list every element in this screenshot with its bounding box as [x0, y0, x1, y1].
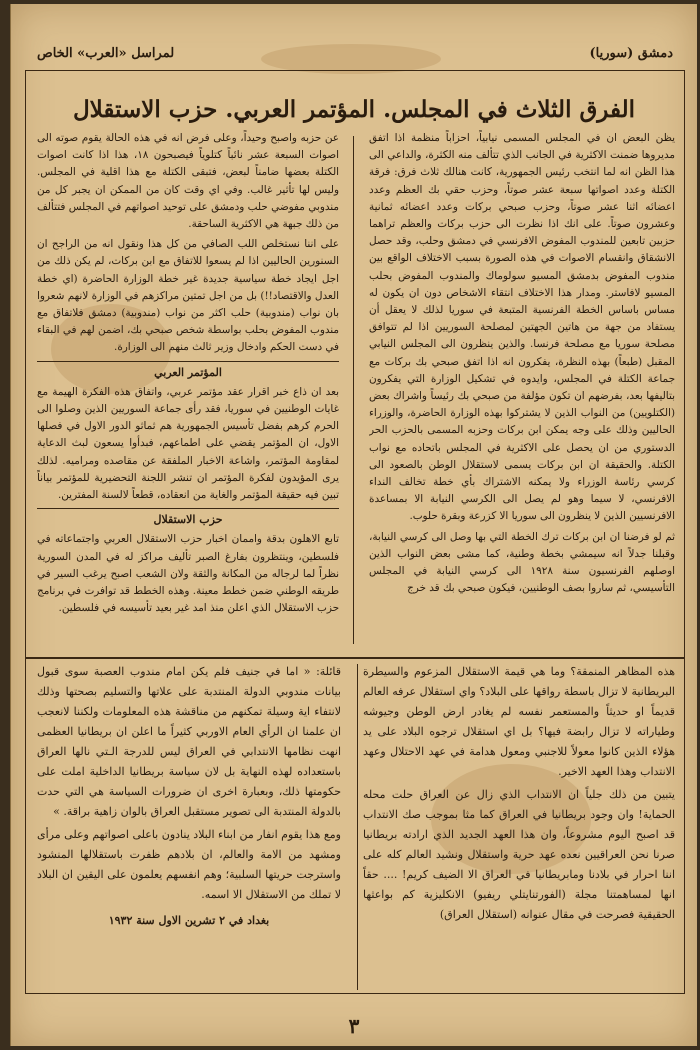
section-divider [25, 657, 685, 659]
paragraph: على اننا نستخلص اللب الصافي من كل هذا ونقول انه من الراجح ان السنورين الحاليين اذا لم يسعوا للاتفاق مع ابن بركات، لم يكن ذلك من اجل ايجاد خطة سياسية جديدة غير خطة الوزارة الحاضرة (اي خطة العدل والاقتصاد!!) بل من اجل تمتين مراكزهم في الوزارة لانهم شعروا بان نواب (مندوبية) حلب اكثر من نواب (مندوبية) دمشق فلاتفاق مع مندوب المفوض بحلب بواسطة شخص صبحي بك، اضمن لهم في البقاء في دست الحكم وادخال وزير ثالث منهم الى الوزارة. [37, 238, 339, 354]
subheading-arab-congress: المؤتمر العربي [37, 361, 339, 381]
column-divider [357, 664, 358, 990]
paragraph: ومع هذا يقوم انفار من ابناء البلاد ينادون باعلى اصواتهم وعلى مرأى ومشهد من الامة والعالم، ان بلادهم ظفرت باستقلالها المنشود واسترجت حريتها السلبية؛ وهم انفسهم يعلمون على اليقين ان البلاد لا تملك من الاستقلال الا اسمه. [37, 828, 341, 901]
article-column-right [369, 130, 675, 650]
lower-column-right [363, 662, 675, 992]
lower-column-left [37, 662, 341, 992]
paragraph: قائلة: « اما في جنيف فلم يكن امام مندوب العصبة سوى قبول بيانات مندوبي الدولة المنتدبة على علاتها والتسليم بصحتها وذلك لانتفاء اية وسيلة تمكنهم من مناقشة هذه المعلومات ولكننا لانعجب ان علمنا ان الرأي العام الاوربي كثيراً ما اعلن ان بريطانيا العظمى انهت نظامها الانتدابي في العراق ليس للدرجة الـتي نالها العراق باستعداده لهذه النهاية بل لان سياسة بريطانيا الداخلية املت على حكومتها ذلك، وبعبارة اخرى ان ضرورات السياسة هي التي حدت بالدولة المنتدبة الى تصوير مستقبل العراق بالوان زاهية براقة. » [37, 665, 341, 818]
newspaper-page [10, 4, 697, 1046]
page-number: ٣ [348, 1014, 360, 1038]
article-column-left [37, 130, 339, 650]
paragraph: يظن البعض ان في المجلس المسمى نيابياً، احزاباً منظمة اذا اتفق مديروها ضمنت الاكثرية في الجانب الذي تتألف منه الكثرة، والداعي الى هذا الظن انه لما انتخب رئيس الجمهورية، كانت هنالك ثلاث فرق: فرقة الكتلة وعدد اصواتها سبعة عشر صوتاً، وحزب حقي بك العظم وعدد اعضائه اثنا عشر صوتاً، وحزب صبحي بركات وعدد اعضائه ثمانية وعشرون صوتاً. على انك اذا نظرت الى حزب بركات والعظم تراهما حزبين تابعين للمندوب المفوض الافرنسي في دمشق وحلب، وقد حصل الانشقاق وانقسام الاصوات في هذه الصورة بسبب الاختلاف الواقع بين مندوب المفوض بدمشق المسيو سولوماك والمندوب المفوض بحلب المسيو لافاستر. ومدار هذا الاختلاف انتقاء الاشخاص دون ان يكون له مساس باساس الخطة الفرنسية المتبعة في سوريا لذلك لا يعقل أن يستفاد من جهة من هاتين الجهتين لمصلحة السوريين اذا لم تتوافق مصلحة سوريا مع مصلحة فرنسا. والذين ينظرون الى المجلس النيابي المقبل (طبعاً) بهذه النظرة، يفكرون انه اذا اتفق صبحي بك بركات مع جماعة الكتلة في المجلس، وايدوه في تشكيل الوزارة التي يفكرون بتاليفها بعد، بفرضهم ان تكون مؤلفة من صبحي بك رئيساً واشراك بعض (الكتلويين) من النواب الذين لا يشتركوا بهذه الوزارة الحاضرة، والوزراء الحاليين وذلك على وجه يمكن ابن بركات وحزبه المسمى بالحزب الحر الدستوري من ان يحصل على الاكثرية في المجلس باتحاده مع نواب الكتلة. والحقيقة ان ابن بركات يسمى لاستقلال الوطن بالصعود الى كرسي رئاسة الوزراء ولا يمكنه الاشتراك بأي خطة تخالف النداء الافرنسي، لا سيما وهو لم يصل الى الكرسي النيابة الا بمساعدة الافرنسيين الذين لا ينظرون الى سوريا الا كزرعة وبقرة حلوب. [369, 132, 675, 523]
dateline-city: دمشق (سوريا) [589, 46, 673, 61]
paragraph: هذه المظاهر المنمقة؟ وما هي قيمة الاستقلال المزعوم والسيطرة البريطانية لا تزال باسطة رواقها على البلاد؟ واي استقلال عرفه العالم قديماً او حديثاً والمستعمر نفسه لم يغادر ارض الوطن وجيوشه وطياراته لا تزال رابضة فيها؟ بل اي استقلال ترجوه البلاد على يد هؤلاء الذين كانوا معولاً للاجنبي ومعول هدامة في عهد الاحتلال وعهد الانتداب وهذا العهد الاخير. [363, 665, 675, 778]
correspondent-label: لمراسل «العرب» الخاص [37, 46, 175, 61]
paragraph: بعد ان ذاع خبر اقرار عقد مؤتمر عربي، واتفاق هذه الفكرة الهيمة مع غايات الوطنيين في سوريا، فقد رأى جماعة السوريين الذين وصلوا الى الحرم كرهم بفضل تأسيس الجمهورية هم ثماثو الدور الاول في فصلها الاول، ان المؤتمر يقضي على اطماعهم، فبدأوا يسعون لبث الدعاية لمقاومة المؤتمر، واشاعة الاخبار الملفقة عن مقاصده ومراميه. لذلك يرى المؤيدون لفكرة المؤتمر ان تنشر اللجنة التحضيرية للمؤتمر بياناً تبين فيه حقيقة المؤتمر والغاية من انعقاده، قطعاً لالسنة المفترين. [37, 385, 339, 502]
headline: الفرق الثلاث في المجلس. المؤتمر العربي. حزب الاستقلال [72, 96, 636, 123]
column-divider [353, 136, 354, 644]
article-dateline: بغداد في ٢ تشرين الاول سنة ١٩٣٢ [108, 914, 270, 927]
paragraph: تابع الاهلون بدقة واممان اخبار حزب الاستقلال العربي واجتماعاته في فلسطين، وينتظرون بفارغ الصبر تأليف مراكز له في المدن السورية نظراً لما لرجاله من المكانة والثقة ولان الشعب اصبح يرغب السير في طريقه الوطني ضمن خطط معينة. وهذه الخطط قد توافرت في برنامج حزب الاستقلال الذي اعلن منذ امد غير بعيد تأسيسه في فلسطين. [37, 533, 339, 615]
subheading-independence-party: حزب الاستقلال [37, 508, 339, 528]
paragraph: عن حزبه واصبح وحيداً، وعلى فرض انه في هذه الحالة يقوم صوته الى اصوات السبعة عشر نائباً كتلوياً فيصبحون ١٨، هذا اذا كانت اصوات الكتلة بعضها ضامناً لبعض، فتبقى الكتلة مع هذا اقلية في المجلس. وليس لها تأثير غالب. وفي اي وقت كان من الممكن ان يجبر كل من مندوبي مفوضي حلب ودمشق على توحيد اصواتهم في المجلس فتتألف من ذلك جبهة هي الاكثرية الساحقة. [37, 132, 339, 231]
paragraph: يتبين من ذلك جلياً ان الانتداب الذي زال عن العراق حلت محله الحماية! وان وجود بريطانيا في العراق كما مثا بموجب صك الانتداب قد اصبح اليوم مشروعاً، وان هذا العهد الجديد الذي ارادته بريطانيا صرنا نحن العراقيين نعده عهد حرية واستقلال ونشيد العالم كله على اننا احرار في بلادنا ومابريطانيا في العراق الا الضيف كريم! .... حقاً انها لمساهمتنا مجلة (الفورتنايتلي ريفيو) الانكليزية كم بواعثها الحقيقية فصرحت في مقال عنوانه (استقلال العراق) [363, 788, 675, 921]
paragraph: ثم لو فرضنا ان ابن بركات ترك الخطة التي بها وصل الى كرسي النيابة، وقبلنا جدلاً انه سيمشي بخطة وطنية، كما مشى بعض النواب الذين اوصلهم الفرنسيون سنة ١٩٢٨ الى كرسي النيابة في المجلس التأسيسي، ثم ساروا بصف الوطنيين، فيكون صبحي بك قد خرج [369, 530, 675, 595]
